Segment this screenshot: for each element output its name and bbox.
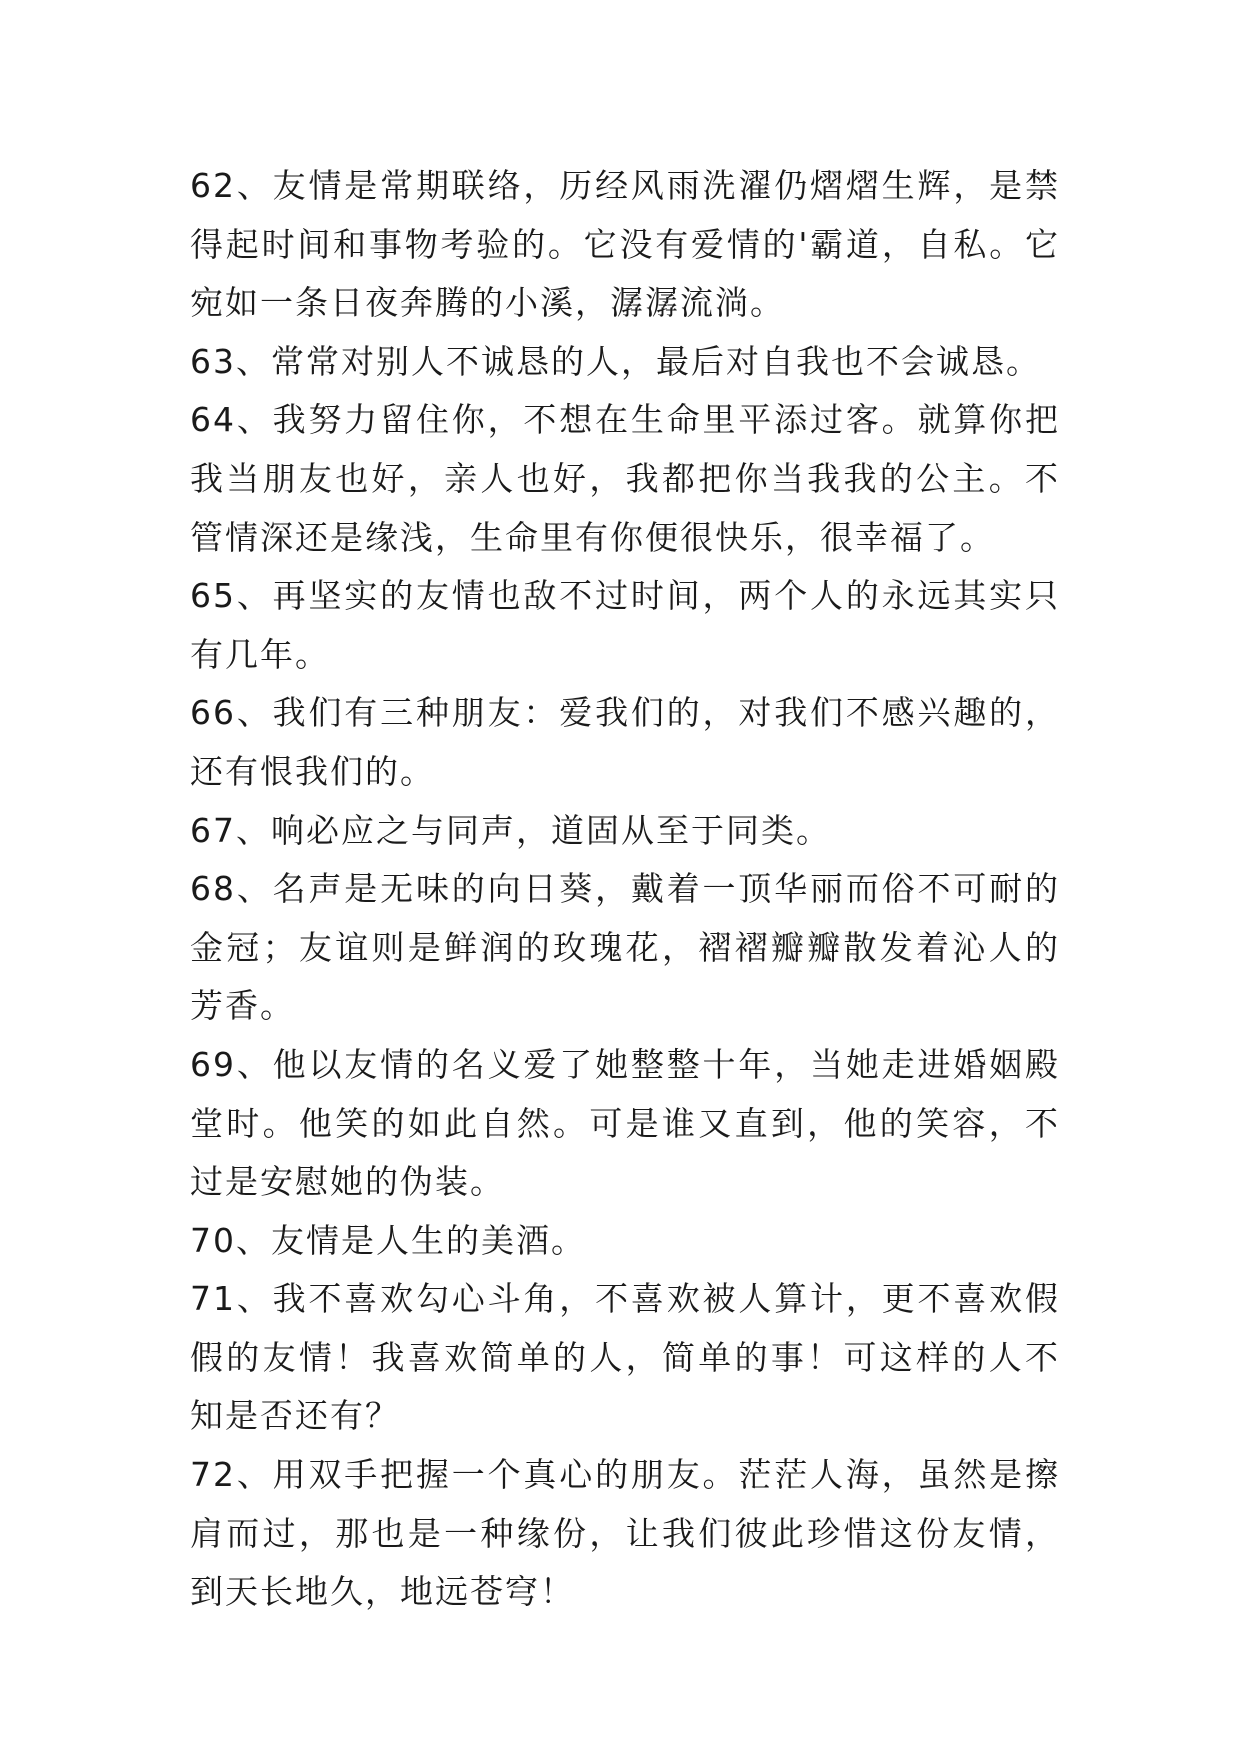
paragraph-62: 62、友情是常期联络，历经风雨洗濯仍熠熠生辉，是禁得起时间和事物考验的。它没有爱情的'霸道，自私。它宛如一条日夜奔腾的小溪，潺潺流淌。: [190, 166, 1060, 323]
paragraph-65: 65、再坚实的友情也敌不过时间，两个人的永远其实只有几年。: [190, 576, 1060, 674]
paragraph-67: 67、响必应之与同声，道固从至于同类。: [190, 810, 831, 850]
paragraph-64: 64、我努力留住你，不想在生命里平添过客。就算你把我当朋友也好，亲人也好，我都把你当我我的公主。不管情深还是缘浅，生命里有你便很快乐，很幸福了。: [190, 400, 1060, 557]
paragraph-70: 70、友情是人生的美酒。: [190, 1220, 586, 1260]
document-body: [190, 157, 1060, 1622]
paragraph-72: 72、用双手把握一个真心的朋友。茫茫人海，虽然是擦肩而过，那也是一种缘份，让我们彼此珍惜这份友情，到天长地久，地远苍穹！: [190, 1455, 1060, 1612]
paragraph-63: 63、常常对别人不诚恳的人，最后对自我也不会诚恳。: [190, 341, 1041, 381]
paragraph-69: 69、他以友情的名义爱了她整整十年，当她走进婚姻殿堂时。他笑的如此自然。可是谁又直到，他的笑容，不过是安慰她的伪装。: [190, 1044, 1060, 1202]
paragraph-71: 71、我不喜欢勾心斗角，不喜欢被人算计，更不喜欢假假的友情！我喜欢简单的人，简单的事！可这样的人不知是否还有？: [190, 1279, 1060, 1436]
paragraph-68: 68、名声是无味的向日葵，戴着一顶华丽而俗不可耐的金冠；友谊则是鲜润的玫瑰花，褶褶瓣瓣散发着沁人的芳香。: [190, 869, 1060, 1026]
paragraph-66: 66、我们有三种朋友：爱我们的，对我们不感兴趣的，还有恨我们的。: [190, 693, 1060, 791]
